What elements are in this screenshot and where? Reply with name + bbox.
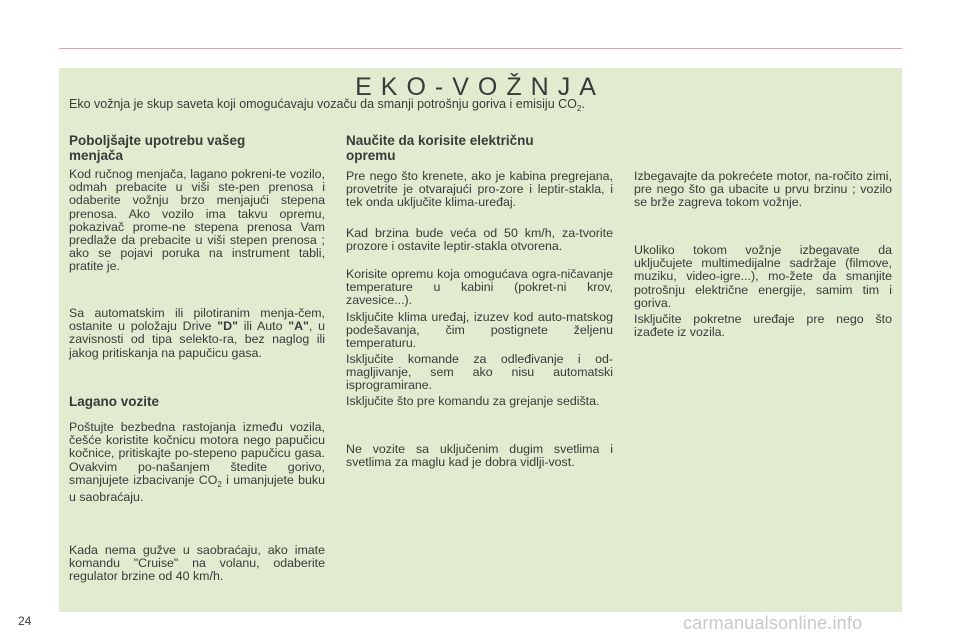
paragraph-multimedia: Ukoliko tokom vožnje izbegavate da uključujete multimedijalne sadržaje (filmove, muziku, video-igre...), mo-žete da smanjite potrošnju električne energije, samim tim i goriva. — [634, 243, 892, 310]
heading-electrical-equipment: Naučite da korisite električnu opremu — [346, 133, 534, 163]
paragraph-manual-gearbox: Kod ručnog menjača, lagano pokreni-te vozilo, odmah prebacite u viši ste-pen prenosa i odaberite vožnju brzo menjajući stepena prenosa. Ako vozilo ima takvu opremu, pokazivač prome-ne stepena prenosa Vam predlaže da prebacite u viši stepen prenosa ; ako se pojavi poruka na instrument tabli, pratite je. — [69, 167, 325, 274]
page-number: 24 — [18, 614, 32, 628]
paragraph-ventilate-cabin: Pre nego što krenete, ako je kabina pregrejana, provetrite je otvarajući pro-zore i leptir-stakla, i tek onda uključite klima-uređaj. — [346, 169, 613, 210]
paragraph-air-conditioning: Isključite klima uređaj, izuzev kod auto-matskog podešavanja, čim postignete željenu temperaturu. — [346, 310, 613, 351]
paragraph-limit-temperature: Korisite opremu koja omogućava ogra-ničavanje temperature u kabini (pokret-ni krov, zavesice...). — [346, 267, 613, 308]
paragraph-automatic-gearbox: Sa automatskim ili pilotiranim menja-čem, ostanite u položaju Drive "D" ili Auto "A", u zavisnosti od tipa selekto-ra, bez naglog ili jakog pritiskanja na papučicu gasa. — [69, 306, 325, 360]
top-divider — [59, 48, 902, 49]
heading-gearbox: Poboljšajte upotrebu vašeg menjača — [69, 133, 246, 163]
paragraph-cruise: Kada nema gužve u saobraćaju, ako imate komandu "Cruise" na volanu, odaberite regulator brzine od 40 km/h. — [69, 543, 325, 584]
heading-drive-gently: Lagano vozite — [69, 394, 160, 409]
paragraph-lights: Ne vozite sa uključenim dugim svetlima i svetlima za maglu kad je dobra vidlji-vost. — [346, 442, 613, 470]
page-title: EKO-VOŽNJA — [355, 73, 605, 101]
intro-text: Eko vožnja je skup saveta koji omogućavaju vozaču da smanji potrošnju goriva i emisiju $CO_2$. — [69, 97, 585, 113]
paragraph-defrost: Isključite komande za odleđivanje i od-magljivanje, sem ako nisu automatski isprogramirane. — [346, 352, 613, 393]
watermark: carmanualsonline.info — [683, 613, 863, 633]
paragraph-engine-start: Izbegavajte da pokrećete motor, na-ročito zimi, pre nego što ga ubacite u prvu brzinu ; vozilo se brže zagreva tokom vožnje. — [634, 169, 892, 210]
paragraph-safe-distance: Poštujte bezbedna rastojanja između vozila, češće koristite kočnicu motora nego papučicu kočnice, pritiskajte po-stepeno papučicu gasa. Ovakvim po-našanjem štedite gorivo, smanjujete izbacivanje $CO_2$ i umanjujete buku u saobraćaju. — [69, 420, 325, 505]
paragraph-seat-heating: Isključite što pre komandu za grejanje sedišta. — [346, 394, 600, 408]
paragraph-mobile-devices: Isključite pokretne uređaje pre nego što izađete iz vozila. — [634, 312, 892, 340]
paragraph-close-windows: Kad brzina bude veća od 50 km/h, za-tvorite prozore i ostavite leptir-stakla otvorena. — [346, 226, 613, 254]
